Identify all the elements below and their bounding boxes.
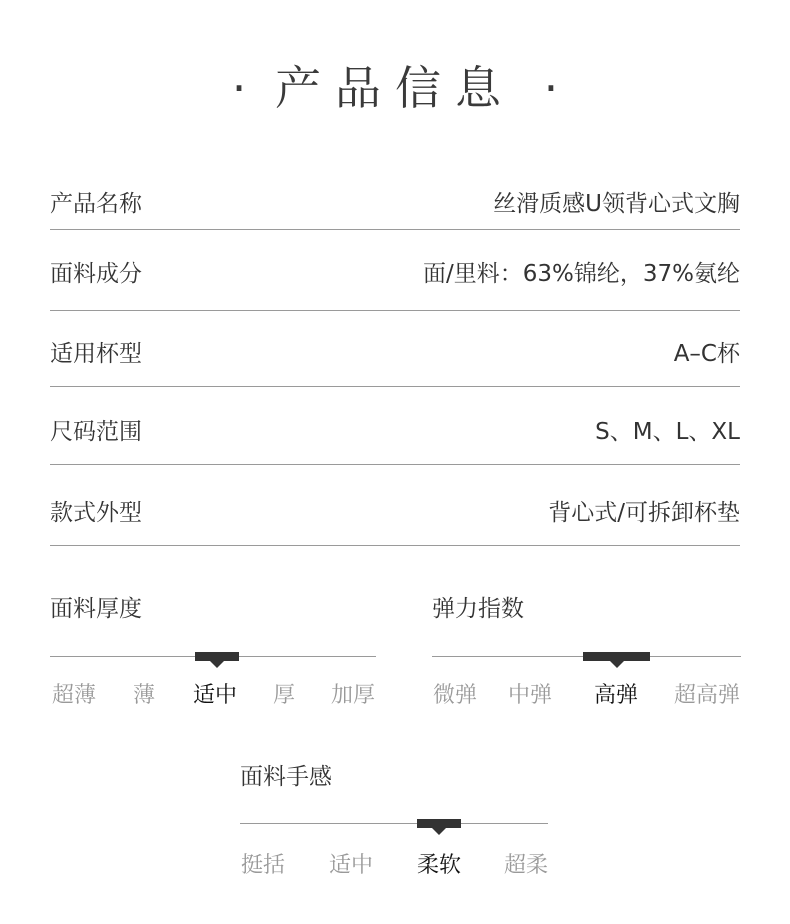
gauge-option: 超柔 bbox=[503, 853, 549, 878]
gauge-marker bbox=[195, 652, 239, 661]
gauge-option: 厚 bbox=[272, 683, 296, 708]
spec-value: A–C杯 bbox=[673, 340, 740, 367]
title-text: 产品信息 bbox=[275, 61, 515, 115]
spec-value: 丝滑质感U领背心式文胸 bbox=[493, 190, 740, 217]
gauge-option: 适中 bbox=[328, 853, 374, 878]
spec-label: 产品名称 bbox=[50, 190, 142, 217]
title-dot-left: · bbox=[231, 61, 247, 115]
gauge-option-selected: 柔软 bbox=[416, 853, 462, 878]
spec-label: 款式外型 bbox=[50, 499, 142, 526]
divider bbox=[50, 464, 740, 465]
spec-value: 背心式/可拆卸杯垫 bbox=[548, 499, 740, 526]
gauge-title: 面料手感 bbox=[240, 764, 332, 790]
gauge-title: 弹力指数 bbox=[432, 596, 524, 622]
gauge-thickness bbox=[50, 590, 376, 710]
gauge-elasticity bbox=[432, 590, 742, 710]
divider bbox=[50, 386, 740, 387]
spec-label: 适用杯型 bbox=[50, 340, 142, 367]
spec-row-size bbox=[50, 414, 740, 444]
gauge-option-selected: 高弹 bbox=[593, 683, 639, 708]
divider bbox=[50, 229, 740, 230]
spec-label: 尺码范围 bbox=[50, 418, 142, 445]
spec-value: S、M、L、XL bbox=[595, 418, 740, 445]
spec-row-cup bbox=[50, 336, 740, 366]
divider bbox=[50, 545, 740, 546]
gauge-option: 超高弹 bbox=[673, 683, 741, 708]
spec-row-material bbox=[50, 256, 740, 286]
divider bbox=[50, 310, 740, 311]
gauge-marker bbox=[583, 652, 650, 661]
gauge-option: 超薄 bbox=[51, 683, 97, 708]
page-title bbox=[0, 58, 790, 118]
gauge-option: 加厚 bbox=[330, 683, 376, 708]
spec-row-style bbox=[50, 495, 740, 525]
gauge-title: 面料厚度 bbox=[50, 596, 142, 622]
gauge-hand-feel bbox=[240, 758, 550, 882]
gauge-option-selected: 适中 bbox=[192, 683, 238, 708]
gauge-track bbox=[240, 823, 548, 824]
gauge-option: 中弹 bbox=[507, 683, 553, 708]
title-dot-right: · bbox=[543, 61, 559, 115]
spec-label: 面料成分 bbox=[50, 260, 142, 287]
spec-value: 面/里料：63%锦纶，37%氨纶 bbox=[423, 260, 740, 287]
gauge-option: 挺括 bbox=[240, 853, 286, 878]
gauge-option: 微弹 bbox=[432, 683, 478, 708]
gauge-marker bbox=[417, 819, 461, 828]
spec-row-name bbox=[50, 186, 740, 216]
gauge-option: 薄 bbox=[132, 683, 156, 708]
